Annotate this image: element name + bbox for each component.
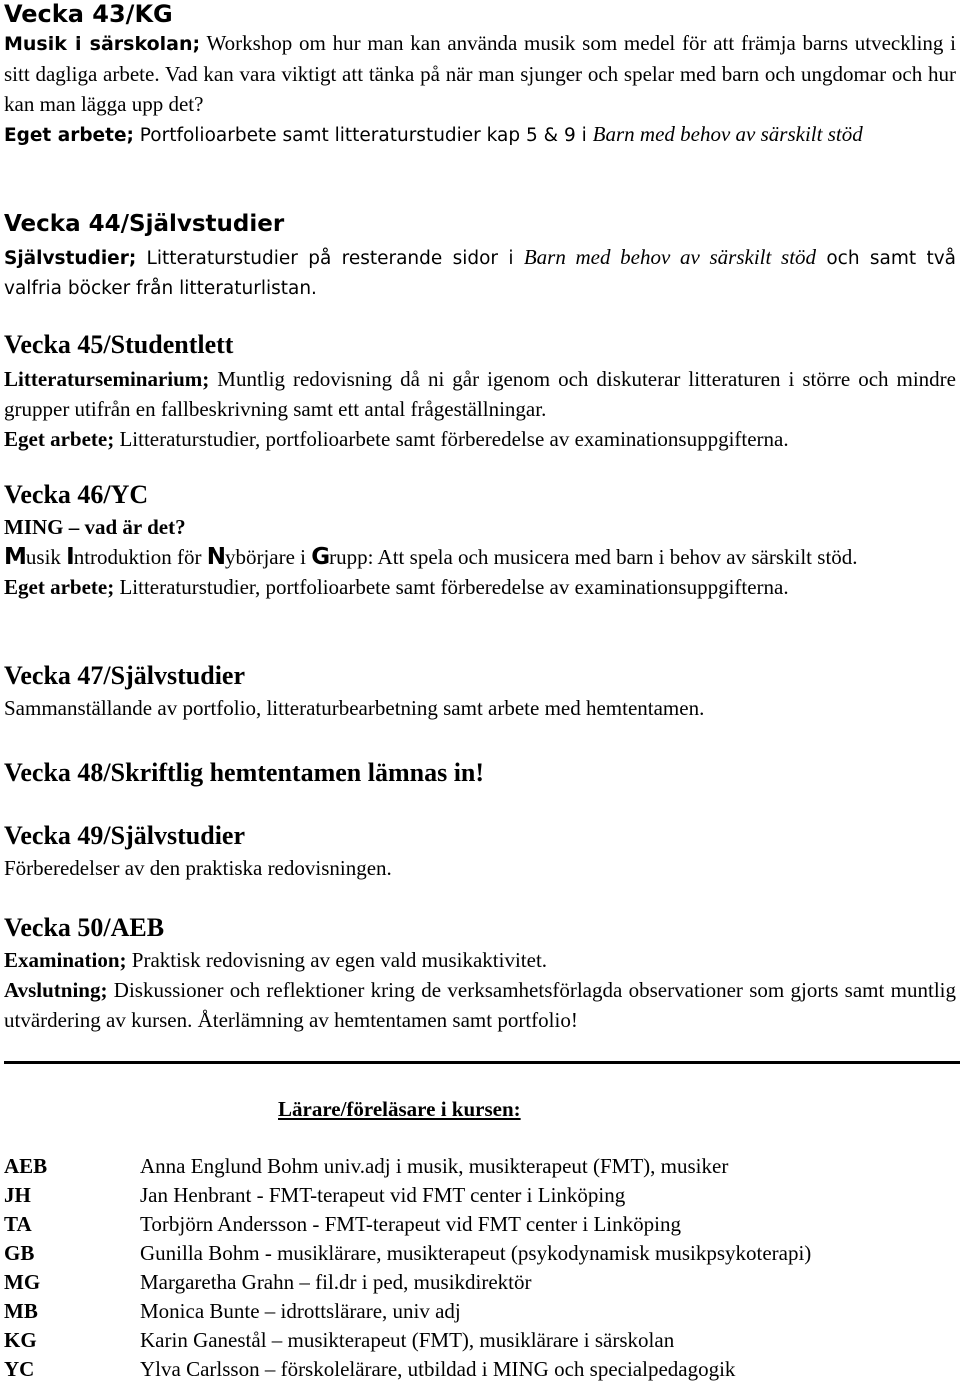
week-50-text-1: Praktisk redovisning av egen vald musikaktivitet. (126, 948, 548, 972)
week-46-text-2: Litteraturstudier, portfolioarbete samt förberedelse av examinationsuppgifterna. (114, 575, 789, 599)
ming-letter-i: I (66, 544, 74, 570)
week-45-text-2: Litteraturstudier, portfolioarbete samt förberedelse av examinationsuppgifterna. (114, 427, 789, 451)
teacher-code: KG (4, 1328, 37, 1352)
teacher-row (4, 1239, 811, 1268)
week-46-label-2: Eget arbete; (4, 575, 115, 599)
week-43-label-2: Eget arbete; (4, 125, 134, 146)
week-50-label-2: Avslutning; (4, 978, 108, 1002)
week-44-paragraph-1 (4, 242, 956, 304)
week-44-heading: Vecka 44/Självstudier (4, 211, 285, 237)
teacher-description: Jan Henbrant - FMT-terapeut vid FMT center i Linköping (140, 1183, 626, 1207)
week-49-heading: Vecka 49/Självstudier (4, 821, 245, 850)
teacher-row (4, 1326, 811, 1355)
teacher-code: MB (4, 1299, 38, 1323)
teacher-description: Margaretha Grahn – fil.dr i ped, musikdirektör (140, 1270, 532, 1294)
teacher-code: GB (4, 1241, 35, 1265)
teacher-description: Monica Bunte – idrottslärare, univ adj (140, 1299, 461, 1323)
ming-word-4: rupp: Att spela och musicera med barn i behov av särskilt stöd. (329, 545, 858, 569)
ming-word-2: ntroduktion för (73, 545, 207, 569)
week-43-text-1: Workshop om hur man kan använda musik som medel för att främja barns utveckling i sitt dagliga arbete. Vad kan vara viktigt att tänka på när man sjunger och spelar med barn och ungdomar och hur kan man lägga upp det? (4, 31, 956, 116)
teacher-code: TA (4, 1212, 32, 1236)
teacher-description: Ylva Carlsson – förskolelärare, utbildad i MING och specialpedagogik (140, 1357, 736, 1381)
week-44-section (4, 210, 956, 304)
teacher-description: Karin Ganestål – musikterapeut (FMT), musiklärare i särskolan (140, 1328, 675, 1352)
teacher-row (4, 1268, 811, 1297)
week-44-book-title: Barn med behov av särskilt stöd (523, 245, 817, 269)
week-43-paragraph-1 (4, 28, 956, 119)
week-48-section (4, 758, 956, 788)
teacher-description: Anna Englund Bohm univ.adj i musik, musikterapeut (FMT), musiker (140, 1154, 729, 1178)
week-45-heading: Vecka 45/Studentlett (4, 330, 234, 359)
week-46-paragraph-1 (4, 542, 956, 572)
week-44-text-1: Litteraturstudier på resterande sidor i (136, 248, 524, 269)
week-44-label-1: Självstudier; (4, 248, 137, 269)
week-47-heading: Vecka 47/Självstudier (4, 661, 245, 690)
teacher-row (4, 1181, 811, 1210)
week-46-subheading: MING – vad är det? (4, 515, 186, 539)
teacher-row (4, 1355, 811, 1384)
week-50-heading: Vecka 50/AEB (4, 913, 165, 942)
teacher-code: YC (4, 1357, 35, 1381)
week-50-paragraph-2 (4, 975, 956, 1035)
week-43-section (4, 0, 956, 151)
week-43-heading: Vecka 43/KG (4, 0, 173, 28)
ming-letter-g: G (311, 544, 330, 570)
teacher-description: Torbjörn Andersson - FMT-terapeut vid FMT center i Linköping (140, 1212, 681, 1236)
teacher-row (4, 1152, 811, 1181)
week-50-paragraph-1 (4, 945, 956, 975)
teachers-table (4, 1152, 811, 1384)
week-44-text-2: och samt två valfria böcker från litteraturlistan. (4, 248, 957, 299)
week-50-section (4, 913, 956, 1035)
section-divider (4, 1061, 960, 1064)
teacher-code: JH (4, 1183, 31, 1207)
week-47-text: Sammanställande av portfolio, litteraturbearbetning samt arbete med hemtentamen. (4, 696, 705, 720)
week-45-label-1: Litteraturseminarium; (4, 367, 210, 391)
week-48-heading: Vecka 48/Skriftlig hemtentamen lämnas in! (4, 758, 485, 787)
teacher-code: AEB (4, 1154, 48, 1178)
week-50-text-2: Diskussioner och reflektioner kring de verksamhetsförlagda observationer som gjorts samt muntlig utvärdering av kursen. Återlämning av hemtentamen samt portfolio! (4, 978, 956, 1032)
week-46-heading: Vecka 46/YC (4, 480, 149, 509)
week-49-text: Förberedelser av den praktiska redovisningen. (4, 856, 392, 880)
week-43-paragraph-2 (4, 119, 956, 151)
ming-letter-n: N (206, 544, 225, 570)
teacher-row (4, 1297, 811, 1326)
ming-word-3: ybörjare i (224, 545, 312, 569)
teachers-title: Lärare/föreläsare i kursen: (278, 1097, 521, 1121)
week-43-text-2: Portfolioarbete samt litteraturstudier kap 5 & 9 i (133, 125, 593, 146)
teacher-row (4, 1210, 811, 1239)
teacher-description: Gunilla Bohm - musiklärare, musikterapeut (psykodynamisk musikpsykoterapi) (140, 1241, 812, 1265)
week-45-paragraph-1 (4, 364, 956, 424)
week-45-section (4, 330, 956, 454)
week-43-label-1: Musik i särskolan; (4, 33, 201, 55)
week-45-paragraph-2 (4, 424, 956, 454)
week-47-section (4, 661, 956, 723)
week-46-section (4, 480, 956, 602)
week-45-text-1: Muntlig redovisning då ni går igenom och diskuterar litteraturen i större och mindre grupper utifrån en fallbeskrivning samt ett antal frågeställningar. (4, 367, 956, 421)
week-50-label-1: Examination; (4, 948, 127, 972)
week-46-paragraph-2 (4, 572, 956, 602)
ming-word-1: usik (25, 545, 67, 569)
ming-letter-m: M (4, 544, 26, 570)
week-43-book-title: Barn med behov av särskilt stöd (592, 122, 863, 146)
teacher-code: MG (4, 1270, 41, 1294)
week-45-label-2: Eget arbete; (4, 427, 115, 451)
week-49-section (4, 821, 956, 883)
